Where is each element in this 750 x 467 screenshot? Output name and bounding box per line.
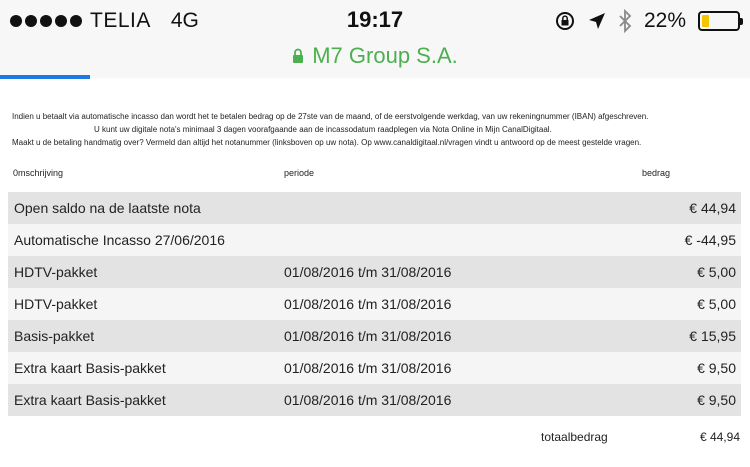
row-amount: € 9,50 — [697, 392, 736, 408]
row-description: HDTV-pakket — [14, 264, 98, 280]
carrier-name: TELIA — [90, 9, 151, 32]
row-description: Basis-pakket — [14, 328, 95, 344]
note-line: U kunt uw digitale nota's minimaal 3 dagen voorafgaande aan de incassodatum raadplegen via Nota Online in Mijn CanalDigitaal. — [94, 125, 552, 134]
row-description: Extra kaart Basis-pakket — [14, 360, 166, 376]
table-row — [8, 320, 741, 352]
clock: 19:17 — [346, 7, 404, 32]
invoice-table — [8, 192, 741, 416]
battery-level — [702, 15, 709, 27]
row-period: 01/08/2016 t/m 31/08/2016 — [284, 264, 452, 280]
bluetooth-icon — [618, 9, 632, 33]
row-amount: € 5,00 — [697, 264, 736, 280]
site-name: M7 Group S.A. — [312, 43, 458, 68]
battery-percentage: 22% — [643, 9, 686, 32]
row-amount: € 9,50 — [697, 360, 736, 376]
status-bar — [0, 0, 750, 78]
row-amount: € 44,94 — [689, 200, 736, 216]
row-description: Extra kaart Basis-pakket — [14, 392, 166, 408]
network-type: 4G — [170, 9, 199, 32]
lock-icon — [292, 48, 304, 64]
row-amount: € 15,95 — [689, 328, 736, 344]
address-bar[interactable] — [0, 40, 750, 72]
row-description: Open saldo na de laatste nota — [14, 200, 201, 216]
table-row — [8, 288, 741, 320]
total-label: totaalbedrag — [541, 430, 608, 444]
note-line: Maakt u de betaling handmatig over? Vermeld dan altijd het notanummer (linksboven op uw nota). Op www.canaldigitaal.nl/vragen vindt u antwoord op de meest gestelde vragen. — [12, 138, 642, 147]
battery-icon — [698, 11, 740, 31]
row-period: 01/08/2016 t/m 31/08/2016 — [284, 328, 452, 344]
rotation-lock-icon — [554, 10, 576, 32]
column-header-amount: bedrag — [642, 168, 671, 178]
table-row — [8, 224, 741, 256]
row-description: HDTV-pakket — [14, 296, 98, 312]
status-icons — [554, 7, 740, 35]
location-arrow-icon — [588, 12, 606, 30]
table-row — [8, 192, 741, 224]
row-period: 01/08/2016 t/m 31/08/2016 — [284, 360, 452, 376]
column-header-period: periode — [284, 168, 315, 178]
column-header-description: 0mschrijving — [13, 168, 64, 178]
note-line: Indien u betaalt via automatische incasso dan wordt het te betalen bedrag op de 27ste van de maand, of de eerstvolgende werkdag, van uw rekeningnummer (IBAN) afgeschreven. — [12, 112, 649, 121]
page-load-progress — [0, 75, 90, 79]
row-description: Automatische Incasso 27/06/2016 — [14, 232, 225, 248]
total-amount: € 44,94 — [699, 430, 740, 444]
payment-notes — [12, 110, 712, 149]
row-amount: € -44,95 — [684, 232, 736, 248]
table-row — [8, 352, 741, 384]
table-row — [8, 256, 741, 288]
table-row — [8, 384, 741, 416]
row-period: 01/08/2016 t/m 31/08/2016 — [284, 296, 452, 312]
row-period: 01/08/2016 t/m 31/08/2016 — [284, 392, 452, 408]
row-amount: € 5,00 — [697, 296, 736, 312]
